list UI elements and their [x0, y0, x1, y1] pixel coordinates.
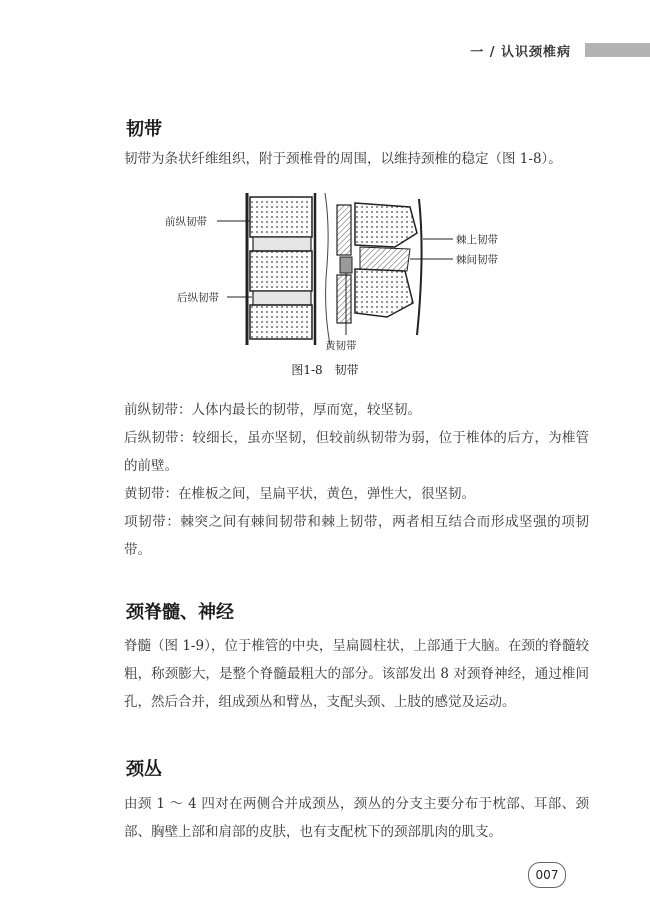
caption-text: 韧带 — [334, 363, 359, 377]
figure-ligaments — [155, 185, 505, 357]
paragraph-posterior: 后纵韧带：较细长，虽亦坚韧，但较前纵韧带为弱，位于椎体的后方，为椎管的前壁。 — [124, 430, 589, 474]
paragraph-nuchal: 项韧带：棘突之间有棘间韧带和棘上韧带，两者相互结合而形成坚强的项韧带。 — [124, 514, 589, 558]
spine-illustration — [155, 185, 505, 357]
paragraph-flavum: 黄韧带：在椎板之间，呈扁平状，黄色，弹性大，很坚韧。 — [124, 486, 475, 502]
paragraph-spinal: 脊髓（图 1-9），位于椎管的中央，呈扁圆柱状，上部通于大脑。在颈的脊髓较粗，称颈膨大，是整个脊髓最粗大的部分。该部发出 8 对颈脊神经，通过椎间孔，然后合并，组成颈丛和臂丛，支配头颈、上肢的感觉及运动。 — [124, 638, 589, 710]
paragraph-ligament-intro: 韧带为条状纤维组织，附于颈椎骨的周围，以维持颈椎的稳定（图 1-8）。 — [124, 151, 562, 167]
label-posterior-longitudinal: 后纵韧带 — [177, 292, 219, 304]
label-interspinous: 棘间韧带 — [456, 254, 498, 266]
label-flavum: 黄韧带 — [325, 340, 357, 352]
section-title-spinal: 颈脊髓、神经 — [126, 602, 234, 623]
header-bar — [585, 43, 650, 57]
paragraph-plexus: 由颈 1 ～ 4 四对在两侧合并成颈丛，颈丛的分支主要分布于枕部、耳部、颈部、胸壁上部和肩部的皮肤，也有支配枕下的颈部肌肉的肌支。 — [124, 796, 589, 840]
section-title-plexus: 颈丛 — [126, 759, 162, 780]
caption-number: 图1-8 — [291, 363, 323, 377]
section-title-ligament: 韧带 — [126, 119, 162, 140]
figure-caption — [0, 361, 650, 378]
paragraph-anterior: 前纵韧带：人体内最长的韧带，厚而宽，较坚韧。 — [124, 402, 421, 418]
label-anterior-longitudinal: 前纵韧带 — [165, 216, 207, 228]
header-title: 一 / 认识颈椎病 — [470, 44, 571, 60]
label-supraspinous: 棘上韧带 — [456, 234, 498, 246]
running-header — [470, 40, 650, 60]
page-number: 007 — [528, 862, 566, 888]
